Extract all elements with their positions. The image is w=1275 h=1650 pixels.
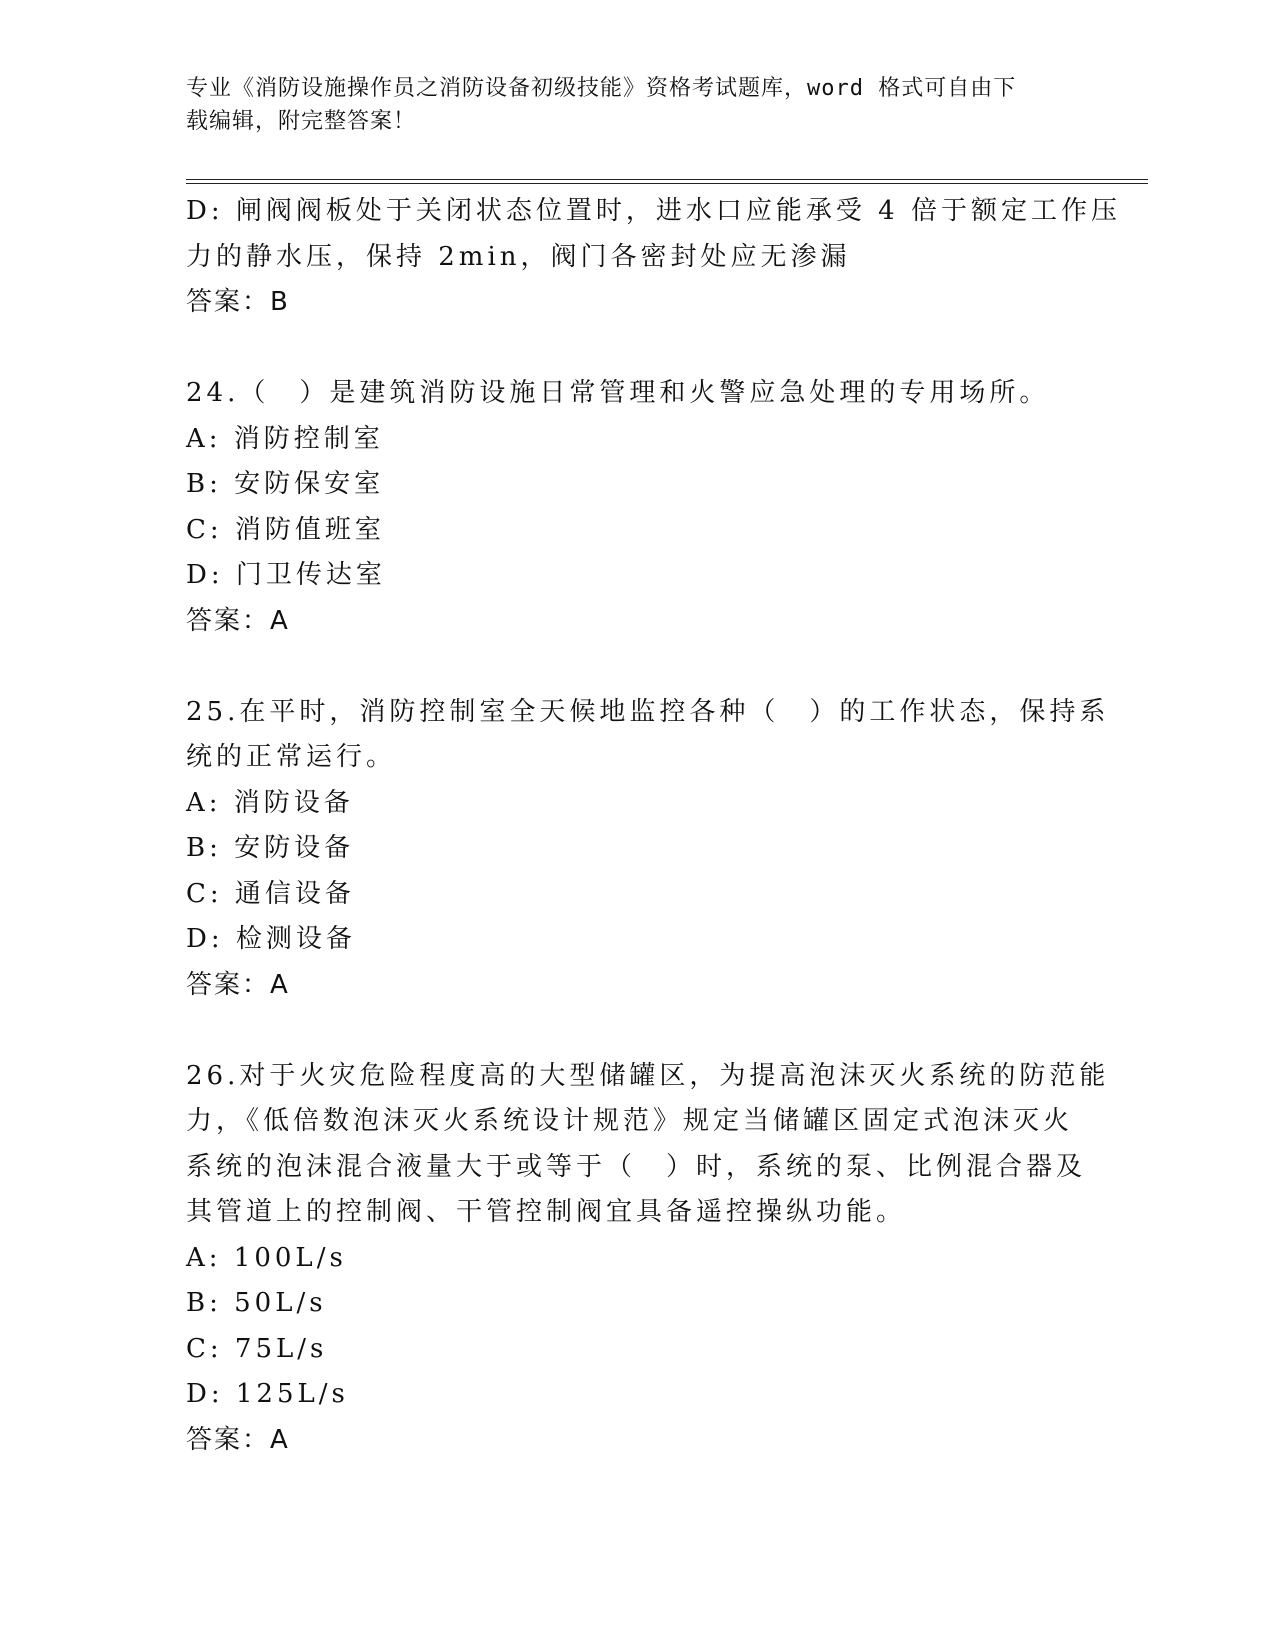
question-stem-line: 24.（ ）是建筑消防设施日常管理和火警应急处理的专用场所。 bbox=[186, 378, 1050, 408]
header-line-1: 专业《消防设施操作员之消防设备初级技能》资格考试题库，word 格式可自由下 bbox=[186, 76, 1017, 101]
option-d-line-1: D: 闸阀阀板处于关闭状态位置时，进水口应能承受 4 倍于额定工作压 bbox=[186, 196, 1121, 226]
option-d: D: 125L/s bbox=[186, 1379, 349, 1409]
question-stem-line: 力，《低倍数泡沫灭火系统设计规范》规定当储罐区固定式泡沫灭火 bbox=[186, 1106, 1074, 1136]
question-stem-line: 其管道上的控制阀、干管控制阀宜具备遥控操纵功能。 bbox=[186, 1197, 907, 1227]
option-a: A: 消防控制室 bbox=[186, 423, 384, 454]
question-24 bbox=[186, 371, 1066, 644]
answer-label: 答案：A bbox=[186, 1424, 290, 1455]
answer-label: 答案：B bbox=[186, 287, 290, 317]
option-d: D: 检测设备 bbox=[186, 924, 356, 954]
question-stem-line: 25.在平时，消防控制室全天候地监控各种（ ）的工作状态，保持系 bbox=[186, 696, 1110, 727]
option-d-line-2: 力的静水压，保持 2min，阀门各密封处应无渗漏 bbox=[186, 241, 851, 272]
header-line-2: 载编辑，附完整答案！ bbox=[186, 109, 417, 134]
option-b: B: 安防设备 bbox=[186, 833, 355, 863]
document-header bbox=[186, 72, 1066, 138]
question-stem-line: 统的正常运行。 bbox=[186, 742, 397, 772]
question-content bbox=[186, 189, 1121, 1463]
question-stem-line: 系统的泡沫混合液量大于或等于（ ）时，系统的泵、比例混合器及 bbox=[186, 1151, 1087, 1182]
answer-label: 答案：A bbox=[186, 969, 290, 1000]
spacer bbox=[186, 326, 1066, 372]
option-b: B: 50L/s bbox=[186, 1288, 327, 1318]
question-stem-line: 26.对于火灾危险程度高的大型储罐区，为提高泡沫灭火系统的防范能 bbox=[186, 1060, 1110, 1091]
spacer bbox=[186, 644, 1066, 690]
option-b: B: 安防保安室 bbox=[186, 469, 385, 499]
option-c: C: 通信设备 bbox=[186, 878, 355, 909]
option-d: D: 门卫传达室 bbox=[186, 560, 386, 590]
question-25 bbox=[186, 690, 1110, 1009]
header-divider bbox=[186, 179, 1148, 184]
option-c: C: 消防值班室 bbox=[186, 514, 385, 545]
answer-label: 答案：A bbox=[186, 605, 290, 636]
question-26 bbox=[186, 1054, 1110, 1464]
option-a: A: 100L/s bbox=[186, 1242, 347, 1273]
option-a: A: 消防设备 bbox=[186, 787, 354, 818]
spacer bbox=[186, 1008, 1066, 1054]
option-c: C: 75L/s bbox=[186, 1333, 328, 1364]
